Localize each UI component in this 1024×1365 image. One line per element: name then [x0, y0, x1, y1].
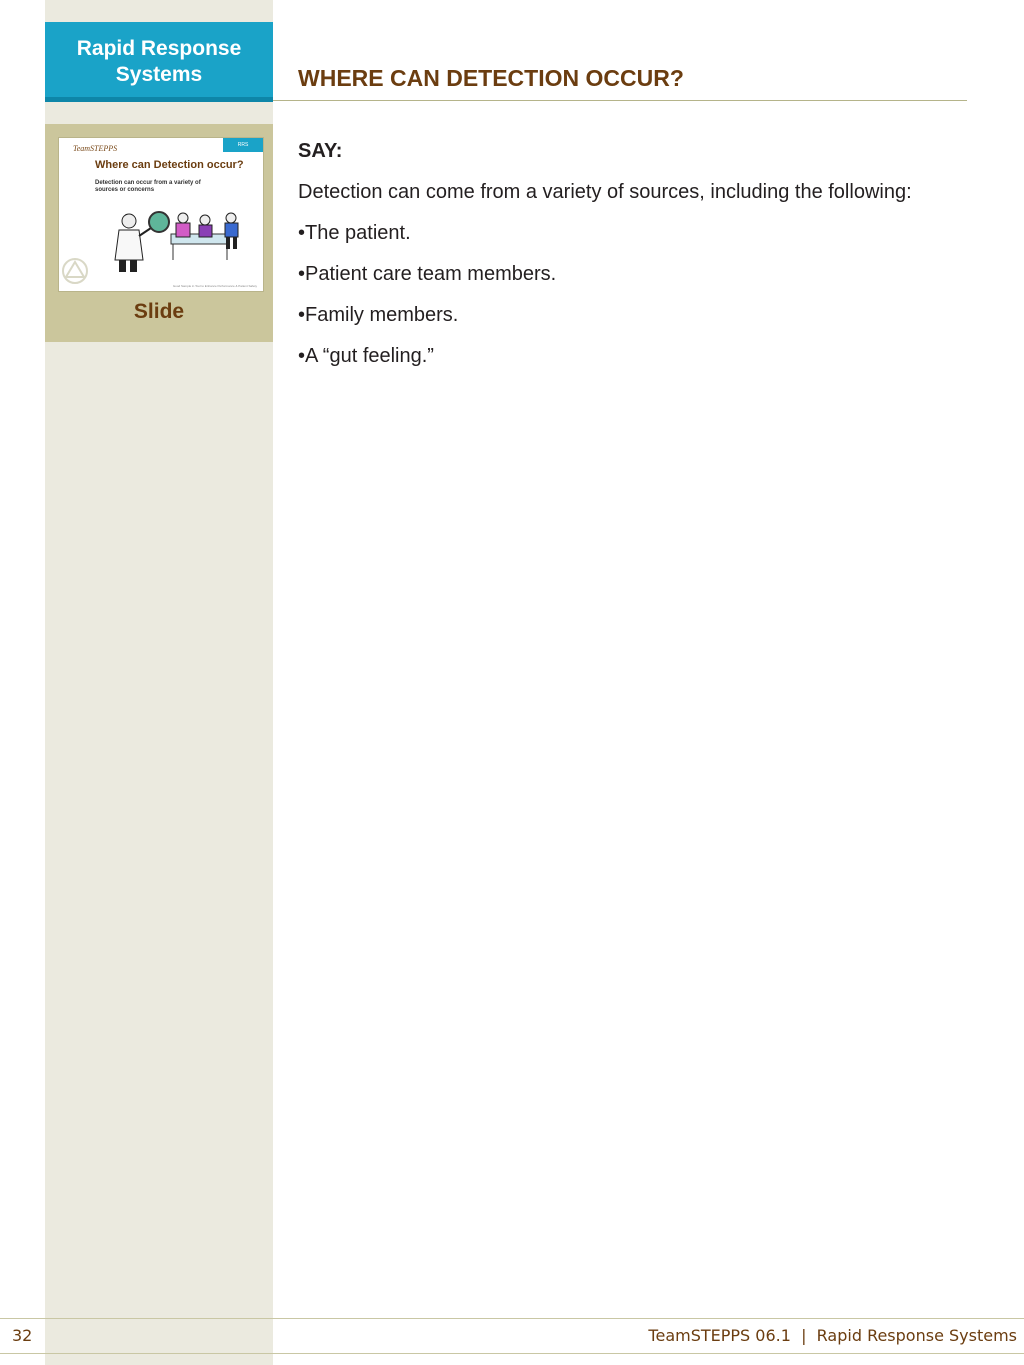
bullet-item: •A “gut feeling.”	[298, 345, 434, 367]
thumbnail-badge: RRS	[223, 138, 263, 152]
thumbnail-footer: Good Sample in Tool to Enhance Performance & Patient Safety	[172, 284, 257, 288]
page-title: WHERE CAN DETECTION OCCUR?	[298, 65, 684, 91]
bullet-item: •The patient.	[298, 222, 411, 244]
notes-content	[298, 138, 918, 384]
thumbnail-brand: TeamSTEPPS	[73, 144, 118, 153]
section-tab	[45, 22, 273, 102]
bullet-item: •Patient care team members.	[298, 263, 557, 285]
footer-divider-top	[0, 1318, 1024, 1319]
section-tab-underline	[45, 97, 273, 102]
slide-panel	[45, 124, 273, 342]
page-number: 32	[12, 1326, 33, 1345]
bullet-item: •Family members.	[298, 304, 459, 326]
footer-divider-bottom	[0, 1353, 1024, 1354]
thumbnail-title: Where can Detection occur?	[95, 159, 244, 171]
thumbnail-bullet: Detection can occur from a variety of sources or concerns	[95, 180, 201, 193]
footer-text: TeamSTEPPS 06.1 | Rapid Response Systems	[648, 1326, 1017, 1345]
title-divider	[273, 100, 967, 101]
intro-paragraph: Detection can come from a variety of sources, including the following:	[298, 181, 912, 203]
slide-thumbnail	[58, 137, 264, 292]
section-tab-label: Rapid Response Systems	[76, 37, 242, 86]
slide-label: Slide	[133, 300, 185, 323]
say-label: SAY:	[298, 140, 343, 162]
thumbnail-illustration	[59, 138, 263, 291]
